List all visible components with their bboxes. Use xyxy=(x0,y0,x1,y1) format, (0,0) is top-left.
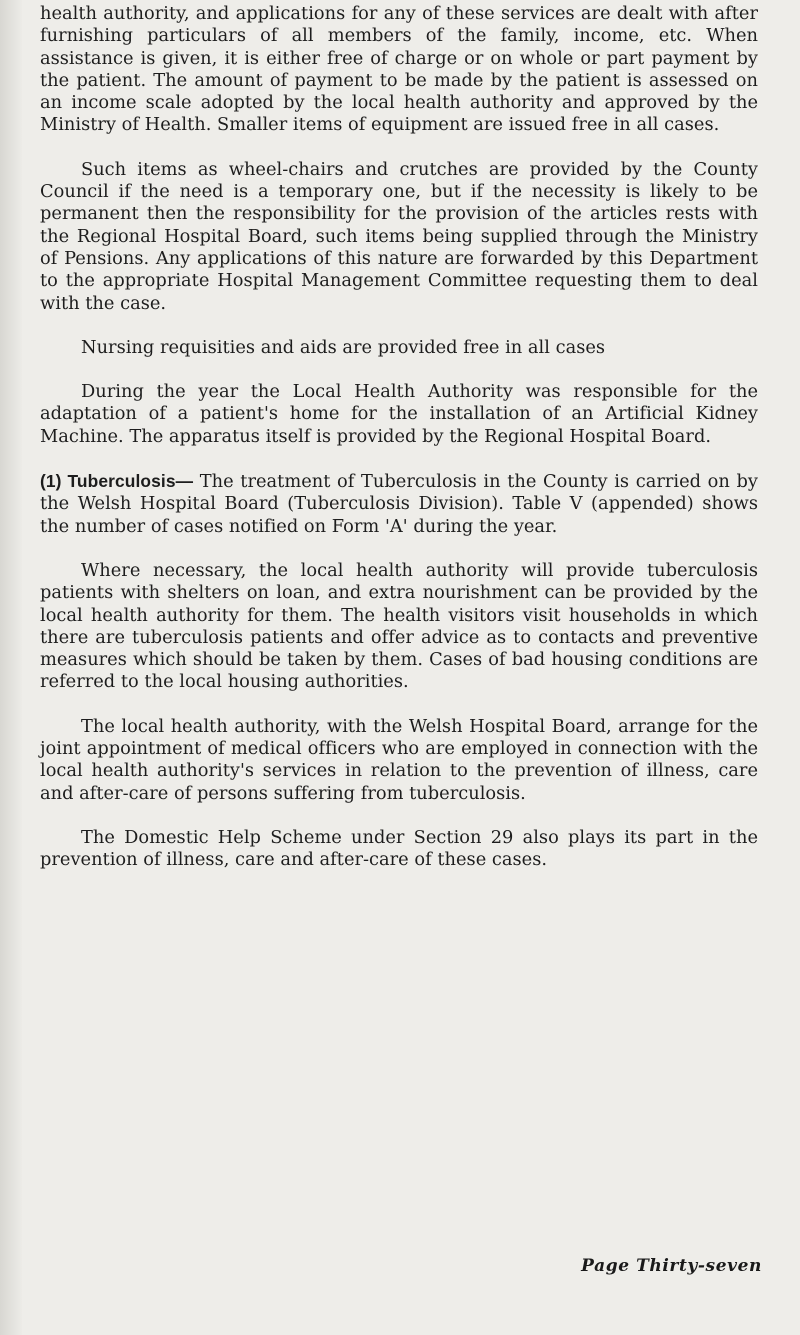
paragraph-application-assessment: health authority, and applications for any of these services are dealt with after furnishing particulars of all members of the family, income, etc. When assistance is given, it is either free of charge or on whole or part payment by the patient. The amount of payment to be made by the patient is assessed on an income scale adopted by the local health authority and approved by the Ministry of Health. Smaller items of equipment are issued free in all cases. xyxy=(40,3,758,136)
page-body xyxy=(40,0,758,872)
paragraph-domestic-help: The Domestic Help Scheme under Section 29 also plays its part in the prevention of illness, care and after-care of these cases. xyxy=(40,826,758,871)
paragraph-tuberculosis xyxy=(40,470,758,538)
page-number-label: Page Thirty-seven xyxy=(581,1256,762,1276)
paragraph-wheelchairs-crutches: Such items as wheel-chairs and crutches are provided by the County Council if the need is a temporary one, but if the necessity is likely to be permanent then the responsibility for the provision of the articles rests with the Regional Hospital Board, such items being supplied through the Ministry of Pensions. Any applications of this nature are forwarded by this Department to the appropriate Hospital Management Committee requesting them to deal with the case. xyxy=(40,158,758,314)
section-heading-tuberculosis: (1) Tuberculosis— xyxy=(40,471,194,492)
paragraph-tuberculosis-text: The treatment of Tuberculosis in the County is carried on by the Welsh Hospital Board (Tuberculosis Division). Table V (appended) shows the number of cases notified on Form 'A' during the year. xyxy=(40,471,758,537)
paragraph-nursing-requisites: Nursing requisities and aids are provided free in all cases xyxy=(81,336,606,358)
paragraph-shelters-nourishment: Where necessary, the local health authority will provide tuberculosis patients with shelters on loan, and extra nourishment can be provided by the local health authority for them. The health visitors visit households in which there are tuberculosis patients and offer advice as to contacts and preventive measures which should be taken by them. Cases of bad housing conditions are referred to the local housing authorities. xyxy=(40,559,758,693)
paragraph-artificial-kidney: During the year the Local Health Authority was responsible for the adaptation of a patient's home for the installation of an Artificial Kidney Machine. The apparatus itself is provided by the Regional Hospital Board. xyxy=(40,381,758,447)
paragraph-joint-appointment: The local health authority, with the Welsh Hospital Board, arrange for the joint appointment of medical officers who are employed in connection with the local health authority's services in relation to the prevention of illness, care and after-care of persons suffering from tuberculosis. xyxy=(40,715,758,804)
